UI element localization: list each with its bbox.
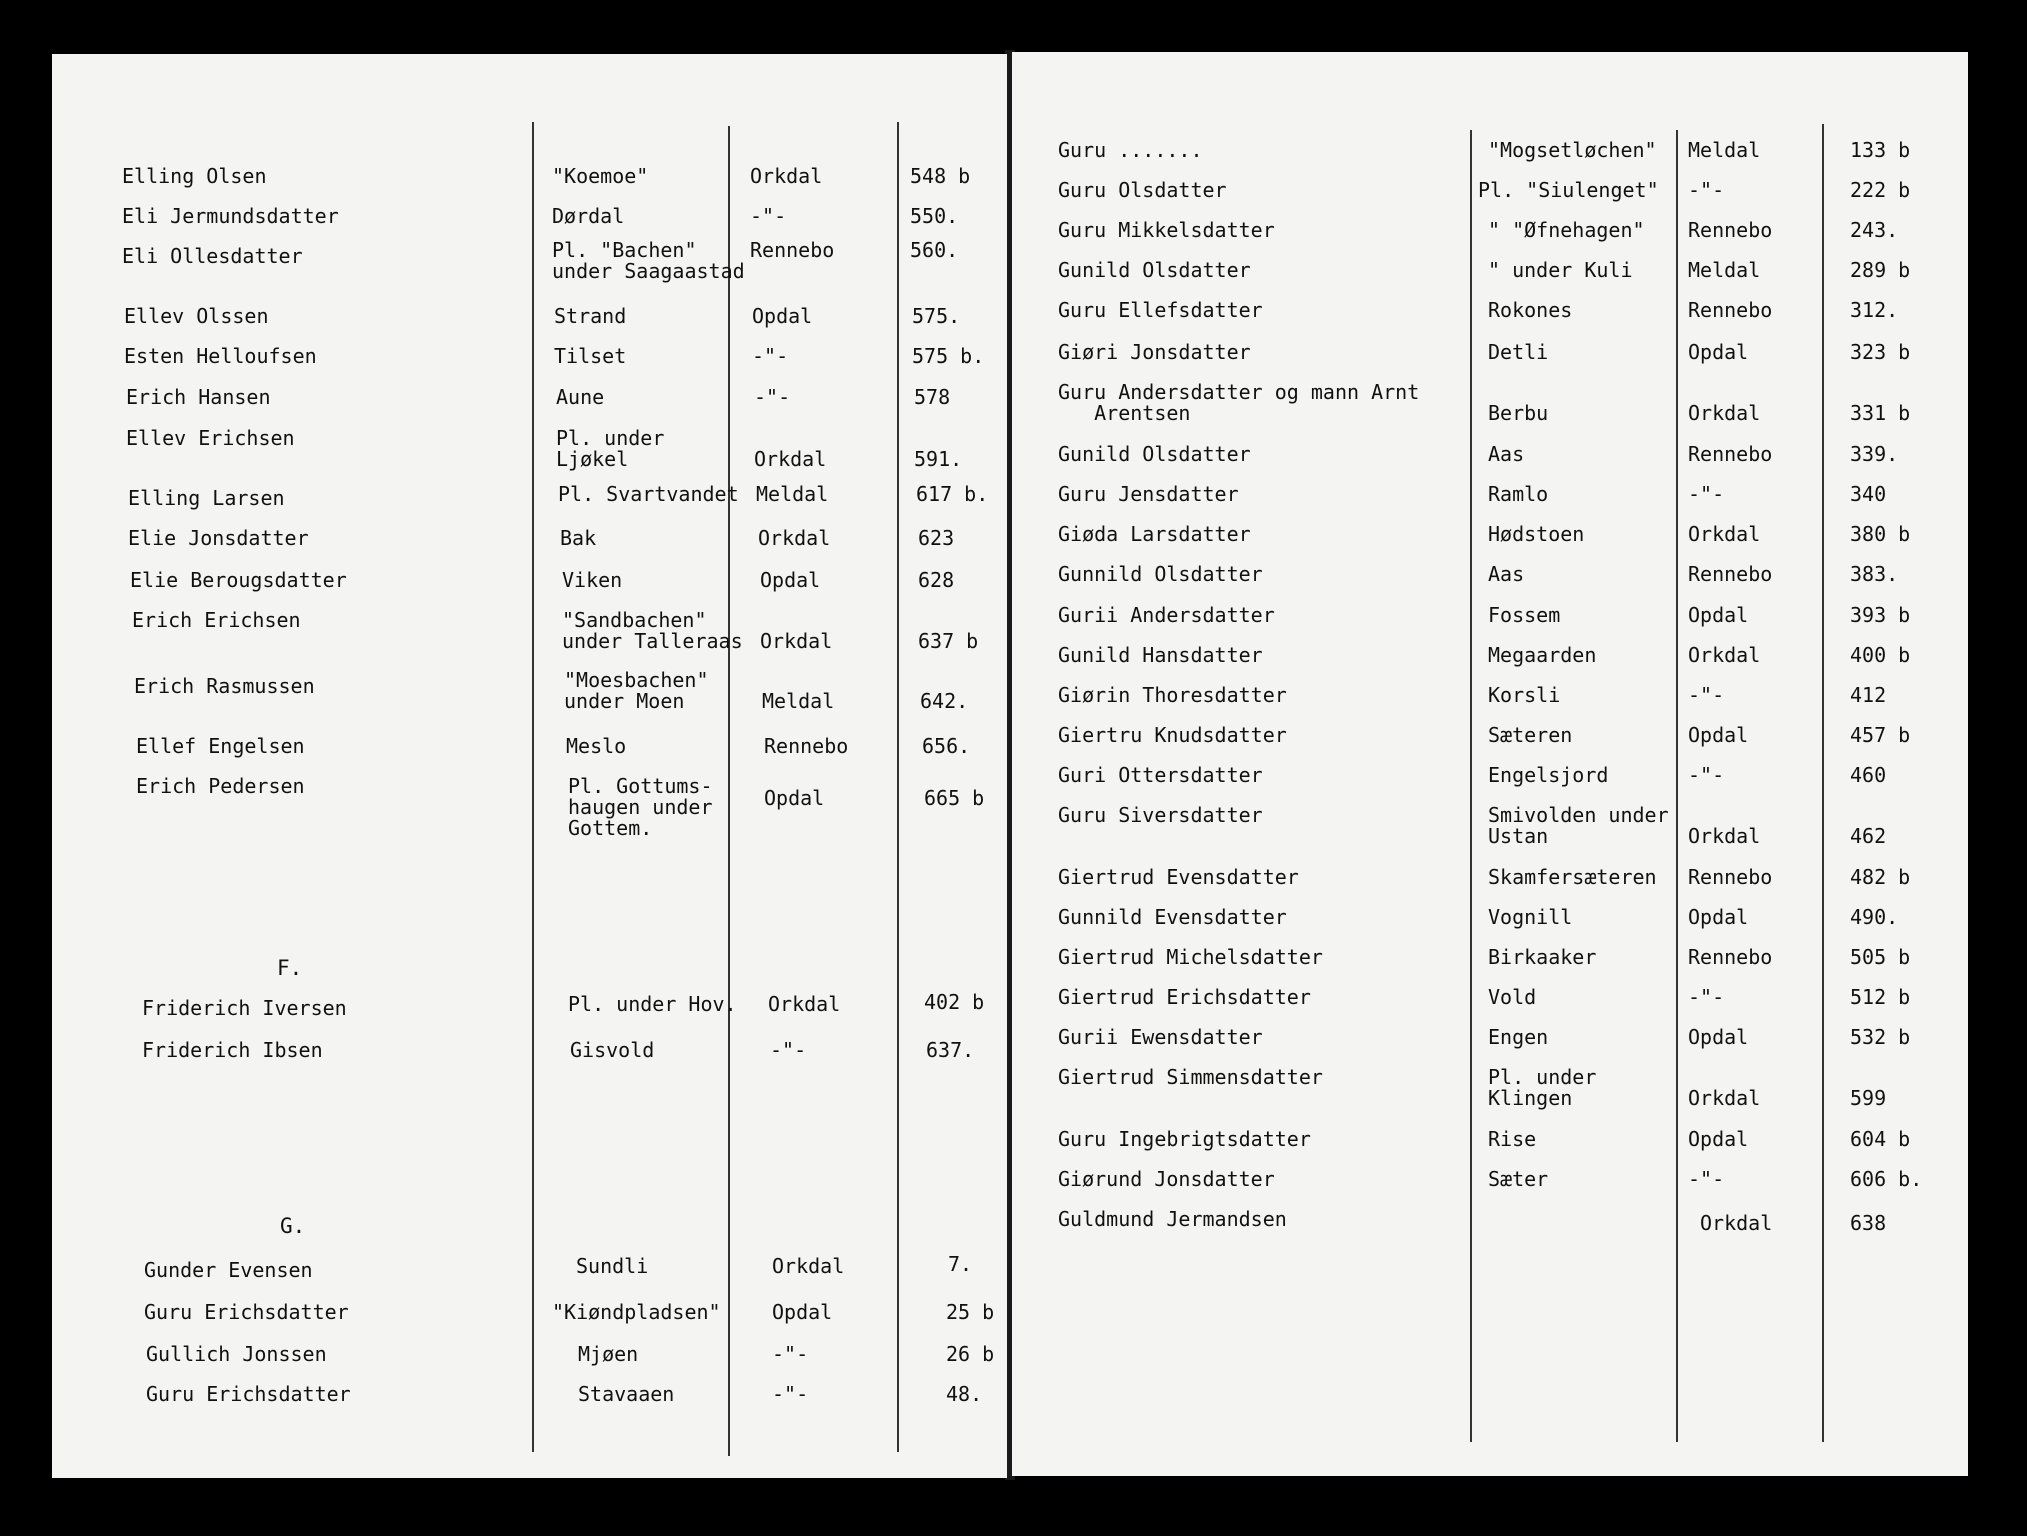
place-name: Pl. under Ljøkel: [556, 426, 665, 471]
place-name: Sundli: [576, 1254, 649, 1278]
page-ref: 331 b: [1850, 401, 1911, 425]
page-ref: 656.: [922, 734, 971, 758]
place-name: "Moesbachen" under Moen: [564, 668, 709, 713]
place-name: Korsli: [1488, 683, 1561, 707]
person-name: Guru Erichsdatter: [144, 1300, 349, 1324]
parish-name: Orkdal: [760, 629, 833, 653]
page-ref: 575.: [912, 304, 961, 328]
person-name: Esten Helloufsen: [124, 344, 317, 368]
parish-name: Opdal: [1688, 340, 1749, 364]
place-name: Aas: [1488, 562, 1525, 586]
person-name: Guru Andersdatter og mann Arnt Arentsen: [1058, 380, 1420, 425]
person-name: Gullich Jonssen: [146, 1342, 327, 1366]
parish-name: -"-: [770, 1038, 807, 1062]
parish-name: Rennebo: [1688, 562, 1773, 586]
page-ref: 505 b: [1850, 945, 1911, 969]
person-name: Eli Jermundsdatter: [122, 204, 339, 228]
place-name: Aune: [556, 385, 605, 409]
place-name: Smivolden under Ustan: [1488, 803, 1669, 848]
person-name: Guru Jensdatter: [1058, 482, 1239, 506]
person-name: Friderich Ibsen: [142, 1038, 323, 1062]
page-ref: 339.: [1850, 442, 1899, 466]
place-name: Sæteren: [1488, 723, 1573, 747]
parish-name: Orkdal: [1700, 1211, 1773, 1235]
page-ref: 460: [1850, 763, 1887, 787]
parish-name: Meldal: [1688, 258, 1761, 282]
parish-name: -"-: [750, 204, 787, 228]
place-name: Aas: [1488, 442, 1525, 466]
place-name: Dørdal: [552, 204, 625, 228]
parish-name: Opdal: [1688, 905, 1749, 929]
parish-name: -"-: [1688, 1167, 1725, 1191]
parish-name: Orkdal: [772, 1254, 845, 1278]
page-ref: 25 b: [946, 1300, 995, 1324]
parish-name: Opdal: [1688, 603, 1749, 627]
page-ref: 606 b.: [1850, 1167, 1923, 1191]
page-ref: 26 b: [946, 1342, 995, 1366]
parish-name: Meldal: [1688, 138, 1761, 162]
column-rule: [728, 126, 730, 1456]
place-name: "Mogsetløchen": [1488, 138, 1657, 162]
place-name: "Koemoe": [552, 164, 649, 188]
page-ref: 400 b: [1850, 643, 1911, 667]
place-name: Vold: [1488, 985, 1537, 1009]
place-name: Rokones: [1488, 298, 1573, 322]
section-letter-f: F.: [277, 956, 303, 980]
parish-name: -"-: [772, 1342, 809, 1366]
parish-name: Orkdal: [1688, 643, 1761, 667]
place-name: Stavaaen: [578, 1382, 675, 1406]
place-name: Fossem: [1488, 603, 1561, 627]
person-name: Guru Mikkelsdatter: [1058, 218, 1275, 242]
parish-name: Opdal: [1688, 1025, 1749, 1049]
column-rule: [1822, 124, 1824, 1442]
parish-name: -"-: [772, 1382, 809, 1406]
parish-name: Rennebo: [1688, 218, 1773, 242]
person-name: Erich Rasmussen: [134, 674, 315, 698]
parish-name: Opdal: [1688, 1127, 1749, 1151]
page-ref: 7.: [948, 1252, 973, 1276]
place-name: Pl. Svartvandet: [558, 482, 739, 506]
parish-name: Rennebo: [764, 734, 849, 758]
person-name: Guldmund Jermandsen: [1058, 1207, 1287, 1231]
parish-name: Opdal: [752, 304, 813, 328]
parish-name: Orkdal: [768, 992, 841, 1016]
page-ref: 289 b: [1850, 258, 1911, 282]
page-ref: 402 b: [924, 990, 985, 1014]
place-name: "Kiøndpladsen": [552, 1300, 721, 1324]
person-name: Friderich Iversen: [142, 996, 347, 1020]
page-ref: 243.: [1850, 218, 1899, 242]
page-ref: 578: [914, 385, 951, 409]
page-ref: 548 b: [910, 164, 971, 188]
person-name: Giertrud Simmensdatter: [1058, 1065, 1323, 1089]
person-name: Gunnild Evensdatter: [1058, 905, 1287, 929]
parish-name: -"-: [1688, 763, 1725, 787]
person-name: Giertrud Evensdatter: [1058, 865, 1299, 889]
page-ref: 48.: [946, 1382, 983, 1406]
person-name: Elie Berougsdatter: [130, 568, 347, 592]
parish-name: Opdal: [764, 786, 825, 810]
person-name: Gunder Evensen: [144, 1258, 313, 1282]
page-ref: 340: [1850, 482, 1887, 506]
parish-name: Rennebo: [1688, 442, 1773, 466]
parish-name: Orkdal: [1688, 824, 1761, 848]
right-page: [1012, 52, 1968, 1476]
place-name: Pl. under Klingen: [1488, 1065, 1597, 1110]
place-name: Megaarden: [1488, 643, 1597, 667]
page-ref: 457 b: [1850, 723, 1911, 747]
place-name: Tilset: [554, 344, 627, 368]
place-name: Detli: [1488, 340, 1549, 364]
place-name: Pl. Gottums- haugen under Gottem.: [568, 774, 713, 840]
place-name: Meslo: [566, 734, 627, 758]
person-name: Gunild Olsdatter: [1058, 258, 1251, 282]
place-name: Hødstoen: [1488, 522, 1585, 546]
person-name: Guru .......: [1058, 138, 1203, 162]
person-name: Guru Ellefsdatter: [1058, 298, 1263, 322]
place-name: " "Øfnehagen": [1488, 218, 1645, 242]
parish-name: Orkdal: [1688, 522, 1761, 546]
page-ref: 665 b: [924, 786, 985, 810]
parish-name: -"-: [1688, 482, 1725, 506]
place-name: Ramlo: [1488, 482, 1549, 506]
person-name: Gurii Andersdatter: [1058, 603, 1275, 627]
person-name: Guri Ottersdatter: [1058, 763, 1263, 787]
page-ref: 383.: [1850, 562, 1899, 586]
person-name: Gunild Hansdatter: [1058, 643, 1263, 667]
person-name: Guru Ingebrigtsdatter: [1058, 1127, 1311, 1151]
parish-name: Orkdal: [1688, 401, 1761, 425]
place-name: Berbu: [1488, 401, 1549, 425]
place-name: Pl. "Bachen" under Saagaastad: [552, 238, 745, 283]
page-ref: 222 b: [1850, 178, 1911, 202]
place-name: Bak: [560, 526, 597, 550]
page-ref: 532 b: [1850, 1025, 1911, 1049]
page-ref: 599: [1850, 1086, 1887, 1110]
place-name: Rise: [1488, 1127, 1537, 1151]
page-ref: 462: [1850, 824, 1887, 848]
person-name: Erich Erichsen: [132, 608, 301, 632]
page-ref: 550.: [910, 204, 959, 228]
person-name: Gunnild Olsdatter: [1058, 562, 1263, 586]
page-ref: 642.: [920, 689, 969, 713]
person-name: Ellev Olssen: [124, 304, 269, 328]
page-ref: 380 b: [1850, 522, 1911, 546]
place-name: Mjøen: [578, 1342, 639, 1366]
parish-name: Orkdal: [750, 164, 823, 188]
parish-name: Opdal: [772, 1300, 833, 1324]
person-name: Giørin Thoresdatter: [1058, 683, 1287, 707]
place-name: Strand: [554, 304, 627, 328]
person-name: Giertrud Michelsdatter: [1058, 945, 1323, 969]
parish-name: -"-: [1688, 985, 1725, 1009]
person-name: Giertrud Erichsdatter: [1058, 985, 1311, 1009]
person-name: Elling Larsen: [128, 486, 285, 510]
parish-name: Opdal: [760, 568, 821, 592]
page-ref: 637.: [926, 1038, 975, 1062]
place-name: " under Kuli: [1488, 258, 1633, 282]
page-ref: 628: [918, 568, 955, 592]
column-rule: [897, 122, 899, 1452]
parish-name: -"-: [1688, 683, 1725, 707]
person-name: Gunild Olsdatter: [1058, 442, 1251, 466]
person-name: Gurii Ewensdatter: [1058, 1025, 1263, 1049]
parish-name: -"-: [752, 344, 789, 368]
person-name: Erich Pedersen: [136, 774, 305, 798]
page-ref: 133 b: [1850, 138, 1911, 162]
page-ref: 623: [918, 526, 955, 550]
parish-name: Orkdal: [1688, 1086, 1761, 1110]
page-ref: 604 b: [1850, 1127, 1911, 1151]
parish-name: Rennebo: [1688, 945, 1773, 969]
page-ref: 323 b: [1850, 340, 1911, 364]
page-ref: 412: [1850, 683, 1887, 707]
page-ref: 638: [1850, 1211, 1887, 1235]
person-name: Giøda Larsdatter: [1058, 522, 1251, 546]
place-name: "Sandbachen" under Talleraas: [562, 608, 743, 653]
place-name: Engen: [1488, 1025, 1549, 1049]
column-rule: [1676, 130, 1678, 1442]
place-name: Gisvold: [570, 1038, 655, 1062]
parish-name: -"-: [754, 385, 791, 409]
parish-name: Meldal: [756, 482, 829, 506]
person-name: Guru Erichsdatter: [146, 1382, 351, 1406]
person-name: Giørund Jonsdatter: [1058, 1167, 1275, 1191]
person-name: Giertru Knudsdatter: [1058, 723, 1287, 747]
parish-name: Meldal: [762, 689, 835, 713]
place-name: Viken: [562, 568, 623, 592]
page-ref: 512 b: [1850, 985, 1911, 1009]
section-letter-g: G.: [280, 1214, 306, 1238]
person-name: Ellef Engelsen: [136, 734, 305, 758]
page-ref: 591.: [914, 447, 963, 471]
place-name: Vognill: [1488, 905, 1573, 929]
page-ref: 393 b: [1850, 603, 1911, 627]
column-rule: [532, 122, 534, 1452]
place-name: Pl. "Siulenget": [1478, 178, 1659, 202]
page-ref: 312.: [1850, 298, 1899, 322]
parish-name: Rennebo: [1688, 298, 1773, 322]
person-name: Eli Ollesdatter: [122, 244, 303, 268]
person-name: Ellev Erichsen: [126, 426, 295, 450]
parish-name: Orkdal: [758, 526, 831, 550]
left-page: [52, 54, 1007, 1478]
place-name: Skamfersæteren: [1488, 865, 1657, 889]
place-name: Engelsjord: [1488, 763, 1609, 787]
parish-name: Opdal: [1688, 723, 1749, 747]
page-ref: 482 b: [1850, 865, 1911, 889]
parish-name: Rennebo: [750, 238, 835, 262]
person-name: Guru Olsdatter: [1058, 178, 1227, 202]
parish-name: -"-: [1688, 178, 1725, 202]
place-name: Sæter: [1488, 1167, 1549, 1191]
person-name: Erich Hansen: [126, 385, 271, 409]
person-name: Giøri Jonsdatter: [1058, 340, 1251, 364]
parish-name: Orkdal: [754, 447, 827, 471]
page-ref: 637 b: [918, 629, 979, 653]
place-name: Birkaaker: [1488, 945, 1597, 969]
person-name: Elie Jonsdatter: [128, 526, 309, 550]
parish-name: Rennebo: [1688, 865, 1773, 889]
page-ref: 617 b.: [916, 482, 989, 506]
place-name: Pl. under Hov.: [568, 992, 737, 1016]
page-ref: 575 b.: [912, 344, 985, 368]
column-rule: [1470, 130, 1472, 1442]
person-name: Guru Siversdatter: [1058, 803, 1263, 827]
person-name: Elling Olsen: [122, 164, 267, 188]
page-ref: 560.: [910, 238, 959, 262]
page-ref: 490.: [1850, 905, 1899, 929]
